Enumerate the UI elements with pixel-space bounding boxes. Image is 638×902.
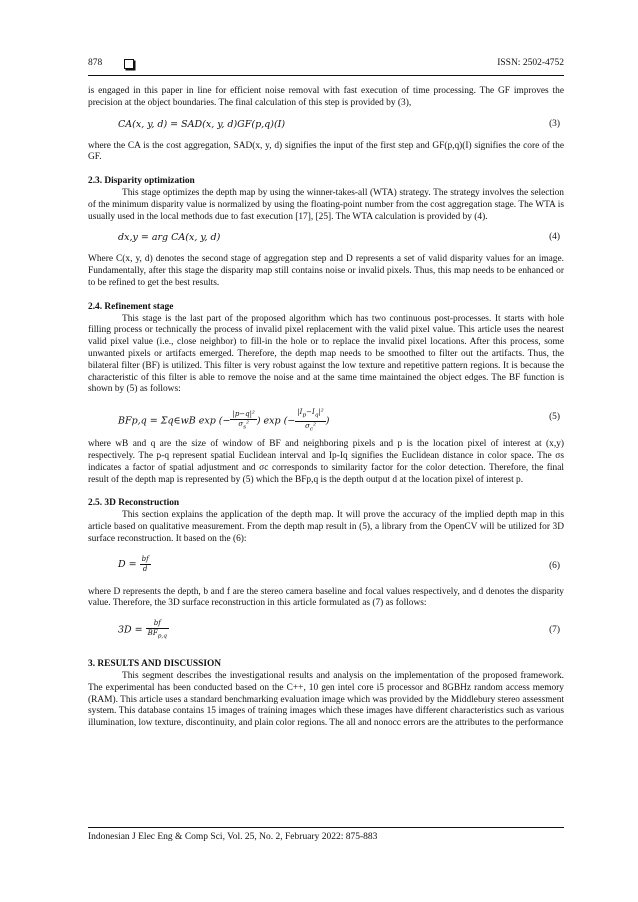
header-rule bbox=[88, 75, 564, 76]
footer-rule bbox=[88, 827, 564, 828]
equation-3 bbox=[88, 119, 564, 133]
equation-number: (3) bbox=[549, 118, 560, 129]
paragraph: where D represents the depth, b and f are the stereo camera baseline and focal values respectively, and d denotes the disparity value. Therefore, the 3D surface reconstruction in this article formulated as (7) as follows: bbox=[88, 586, 564, 609]
page-number: 878 bbox=[88, 58, 103, 68]
equation-4 bbox=[88, 232, 564, 246]
page-header bbox=[88, 58, 564, 72]
paragraph: is engaged in this paper in line for efficient noise removal with fast execution of time processing. The GF improves the precision at the object boundaries. The final calculation of this step is provided by (3), bbox=[88, 86, 564, 108]
equation-lhs: BFp,q = Σq∈wB exp bbox=[118, 415, 216, 427]
square-icon bbox=[124, 59, 134, 69]
paragraph: where wB and q are the size of window of BF and neighboring pixels and p is the location pixel of interest at (x,y) respectively. The p-q represent spatial Euclidean interval and Ip-Iq signifies the Euclidean distance in color space. The σs indicates a factor of spatial adjustment and σc corresponds to similarity factor for the color detection. Therefore, the final result of the depth map is represented by (5) which the BFp,q is the depth output d at the location pixel of interest p. bbox=[88, 439, 564, 485]
equation-number: (4) bbox=[549, 232, 560, 243]
equation-6 bbox=[88, 555, 564, 579]
paragraph: where the CA is the cost aggregation, SAD(x, y, d) signifies the input of the first step and GF(p,q)(I) signifies the core of the GF. bbox=[88, 140, 564, 163]
equation-formula: dx,y = arg CA(x, y, d) bbox=[118, 232, 221, 244]
equation-5 bbox=[88, 405, 564, 431]
section-heading: 2.5. 3D Reconstruction bbox=[88, 498, 180, 509]
paragraph: This section explains the application of the depth map. It will prove the accuracy of the implied depth map in this article based on qualitative measurement. From the depth map result in (5), a library from the OpenCV will be utilized for 3D surface reconstruction. It based on the (6): bbox=[88, 510, 564, 544]
equation-formula: BFp,q = Σq∈wB exp (− $\frac{\text{|p−q|²}}{\sigma_s^2}$ ) exp (− $\frac{|I_p-I_q|^2}{\sigma_c^2}$ ) bbox=[118, 408, 330, 432]
paragraph: This segment describes the investigational results and analysis on the implementation of the proposed framework. The experimental has been conducted based on the C++, 10 gen intel core i5 processor and 8GBHz random access memory (RAM). This article uses a standard benchmarking evaluation image which was provided by the Middlebury stereo assessment system. This database contains 15 images of training images which these images have different characteristics such as various illumination, low texture, discontinuity, and plain color regions. The all and nonocc errors are the attributes to the performance bbox=[88, 670, 564, 729]
page-footer: Indonesian J Elec Eng & Comp Sci, Vol. 25, No. 2, February 2022: 875-883 bbox=[88, 832, 378, 842]
equation-formula: CA(x, y, d) = SAD(x, y, d)GF(p,q)(I) bbox=[118, 118, 286, 130]
equation-formula: D = $\frac{bf}{d}$ bbox=[118, 554, 149, 573]
body-text bbox=[88, 86, 564, 730]
equation-7 bbox=[88, 619, 564, 643]
equation-formula: 3D = $\frac{bf}{BF_{p,q}}$ bbox=[118, 619, 168, 640]
paragraph: Where C(x, y, d) denotes the second stage of aggregation step and D represents a set of valid disparity values for an image. Fundamentally, after this stage the disparity map still contains noise or invalid pixels. Thus, this map needs to be enhanced or to be refined to get the best results. bbox=[88, 254, 564, 288]
issn: ISSN: 2502-4752 bbox=[497, 58, 564, 68]
paragraph: This stage optimizes the depth map by using the winner-takes-all (WTA) strategy. The strategy involves the selection of the minimum disparity value is normalized by using the floating-point number from the cost aggregation stage. The WTA is usually used in the local methods due to fast execution [17], [25]. The WTA calculation is provided by (4). bbox=[88, 187, 564, 222]
section-heading: 2.3. Disparity optimization bbox=[88, 176, 195, 187]
paragraph: This stage is the last part of the proposed algorithm which has two continuous post-processes. It starts with hole filling process or technically the process of invalid pixel replacement with the valid pixel value. This article uses the nearest valid pixel value (i.e., close neighbor) to fill-in the hole or to replace the invalid pixel locations. After this process, some unwanted pixels or artifacts emerged. Therefore, the depth map needs to be smoothed to filter out the artifacts. Thus, the bilateral filter (BF) is utilized. This filter is very robust against the low texture and repetitive pattern regions. It is because the characteristic of this filter is able to remove the noise and at the same time maintained the object edges. The BF function is shown by (5) as follows: bbox=[88, 313, 564, 395]
section-heading: 2.4. Refinement stage bbox=[88, 301, 174, 312]
equation-number: (7) bbox=[549, 625, 560, 636]
equation-number: (5) bbox=[549, 412, 560, 423]
section-heading: 3. RESULTS AND DISCUSSION bbox=[88, 659, 222, 670]
equation-number: (6) bbox=[549, 560, 560, 571]
